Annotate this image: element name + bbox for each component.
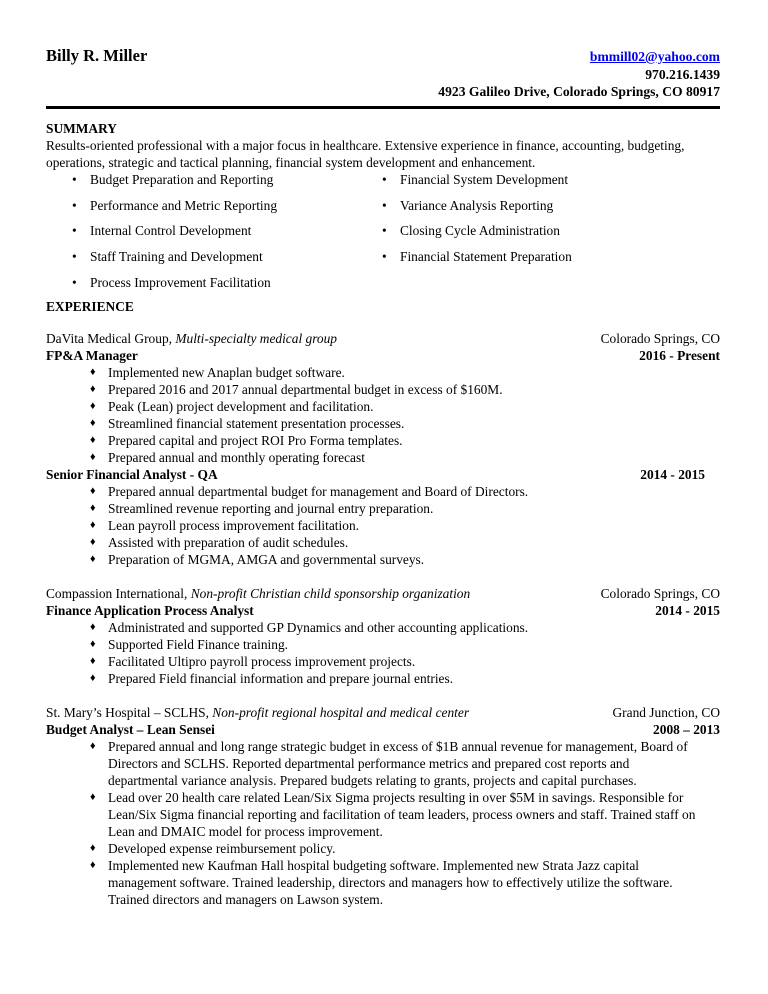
skill-item: [46, 274, 356, 300]
diamond-bullet-icon: ♦: [90, 536, 96, 549]
diamond-bullet-icon: ♦: [90, 366, 96, 379]
employer-name: St. Mary’s Hospital – SCLHS,: [46, 705, 209, 721]
employer-row: [46, 704, 720, 721]
achievement-item: [46, 857, 720, 908]
achievement-item: [46, 517, 720, 534]
summary-heading: SUMMARY: [46, 121, 117, 136]
achievement-text: Directors and SCLHS. Reported departmental performance metrics and prepared cost reports and: [108, 756, 630, 772]
role-title: Finance Application Process Analyst: [46, 603, 254, 619]
employer-name: DaVita Medical Group,: [46, 331, 172, 347]
achievement-text: Prepared capital and project ROI Pro Forma templates.: [108, 433, 403, 449]
bullet-icon: •: [72, 172, 77, 187]
summary-text: Results-oriented professional with a major focus in healthcare. Extensive experience in finance, accounting, budgeting,: [46, 138, 685, 153]
achievement-item: [46, 653, 720, 670]
achievement-item: [46, 432, 720, 449]
skill-label: Variance Analysis Reporting: [400, 197, 554, 213]
summary-text: operations, strategic and tactical planning, financial system development and enhancement.: [46, 155, 536, 170]
achievement-item: [46, 789, 720, 840]
diamond-bullet-icon: ♦: [90, 383, 96, 396]
achievement-text: Prepared annual and monthly operating forecast: [108, 450, 365, 466]
achievement-text: Peak (Lean) project development and facilitation.: [108, 399, 374, 415]
achievement-text: Implemented new Kaufman Hall hospital budgeting software. Implemented new Strata Jazz capital: [108, 858, 639, 874]
diamond-bullet-icon: ♦: [90, 451, 96, 464]
achievement-item: [46, 483, 720, 500]
experience-list: [46, 315, 720, 908]
achievement-text: Administrated and supported GP Dynamics and other accounting applications.: [108, 620, 529, 636]
skill-label: Internal Control Development: [90, 223, 252, 239]
diamond-bullet-icon: ♦: [90, 842, 96, 855]
achievement-item: [46, 636, 720, 653]
achievement-item: [46, 364, 720, 381]
diamond-bullet-icon: ♦: [90, 502, 96, 515]
header-divider: [46, 106, 720, 109]
job-location: Colorado Springs, CO: [600, 331, 720, 347]
contact-block: [438, 48, 720, 101]
achievement-text: Implemented new Anaplan budget software.: [108, 365, 345, 381]
candidate-name: Billy R. Miller: [46, 46, 148, 65]
achievement-text: Prepared annual departmental budget for management and Board of Directors.: [108, 484, 529, 500]
bullet-icon: •: [72, 274, 77, 290]
email-link[interactable]: bmmill02@yahoo.com: [589, 49, 720, 64]
employer: [46, 585, 470, 602]
skill-item: [356, 248, 666, 274]
achievement-text: Supported Field Finance training.: [108, 637, 289, 653]
achievement-text: management software. Trained leadership, directors and managers how to effectively utilize the software.: [108, 875, 673, 891]
spacer: [46, 687, 720, 704]
diamond-bullet-icon: ♦: [90, 740, 96, 753]
job-location: Colorado Springs, CO: [600, 586, 720, 602]
employer-description: Multi-specialty medical group: [175, 331, 338, 347]
role-title: Budget Analyst – Lean Sensei: [46, 722, 215, 738]
achievement-text: Lead over 20 health care related Lean/Six Sigma projects resulting in over $5M in savings. Responsible for: [108, 790, 684, 806]
achievement-item: [46, 670, 720, 687]
achievement-text: Assisted with preparation of audit schedules.: [108, 535, 349, 551]
achievement-item: [46, 738, 720, 789]
skill-item: [46, 197, 356, 223]
diamond-bullet-icon: ♦: [90, 655, 96, 668]
bullet-icon: •: [382, 197, 387, 213]
achievement-text: Lean and DMAIC model for process improvement.: [108, 824, 383, 840]
bullet-icon: •: [72, 223, 77, 239]
achievement-item: [46, 619, 720, 636]
achievement-text: Lean payroll process improvement facilitation.: [108, 518, 359, 534]
role-dates: 2008 – 2013: [653, 722, 720, 738]
role-row: [46, 347, 720, 364]
spacer: [46, 315, 720, 330]
achievement-item: [46, 415, 720, 432]
achievement-text: Prepared 2016 and 2017 annual departmental budget in excess of $160M.: [108, 382, 503, 398]
bullet-icon: •: [382, 223, 387, 239]
diamond-bullet-icon: ♦: [90, 791, 96, 804]
skill-item: [46, 248, 356, 274]
role-row: [46, 721, 720, 738]
employer: [46, 330, 337, 347]
employer: [46, 704, 469, 721]
role-dates: 2016 - Present: [639, 348, 720, 364]
role-row: [46, 602, 720, 619]
skill-item: [356, 171, 666, 197]
diamond-bullet-icon: ♦: [90, 417, 96, 430]
achievement-item: [46, 534, 720, 551]
employer-row: [46, 330, 720, 347]
achievement-item: [46, 840, 720, 857]
achievement-item: [46, 381, 720, 398]
role-dates: 2014 - 2015: [655, 603, 720, 619]
achievement-item: [46, 551, 720, 568]
role-row: [46, 466, 720, 483]
diamond-bullet-icon: ♦: [90, 621, 96, 634]
skill-label: Financial Statement Preparation: [400, 249, 572, 265]
achievement-text: Preparation of MGMA, AMGA and governmental surveys.: [108, 552, 425, 568]
role-title: FP&A Manager: [46, 348, 138, 364]
achievement-text: Streamlined revenue reporting and journal entry preparation.: [108, 501, 434, 517]
bullet-icon: •: [72, 197, 77, 213]
diamond-bullet-icon: ♦: [90, 434, 96, 447]
diamond-bullet-icon: ♦: [90, 553, 96, 566]
skill-item: [46, 222, 356, 248]
bullet-icon: •: [382, 172, 387, 187]
employer-description: Non-profit regional hospital and medical center: [212, 705, 470, 721]
skill-label: Financial System Development: [400, 172, 569, 187]
skill-item: [46, 171, 356, 197]
experience-heading: EXPERIENCE: [46, 299, 134, 315]
diamond-bullet-icon: ♦: [90, 859, 96, 872]
address: 4923 Galileo Drive, Colorado Springs, CO 80917: [438, 84, 720, 99]
achievement-text: Prepared Field financial information and prepare journal entries.: [108, 671, 454, 687]
skill-label: Process Improvement Facilitation: [90, 274, 271, 290]
achievement-item: [46, 500, 720, 517]
achievement-item: [46, 398, 720, 415]
skill-label: Budget Preparation and Reporting: [90, 172, 274, 187]
diamond-bullet-icon: ♦: [90, 400, 96, 413]
resume-body: [46, 120, 720, 908]
skill-item: [356, 197, 666, 223]
role-dates: 2014 - 2015: [640, 467, 705, 483]
achievement-text: departmental variance analysis. Prepared budgets relating to grants, projects and capital purchases.: [108, 773, 637, 789]
achievement-text: Facilitated Ultipro payroll process improvement projects.: [108, 654, 416, 670]
skill-label: Closing Cycle Administration: [400, 223, 560, 239]
achievement-text: Prepared annual and long range strategic budget in excess of $1B annual revenue for management, Board of: [108, 739, 688, 755]
skill-label: Performance and Metric Reporting: [90, 197, 278, 213]
skill-label: Staff Training and Development: [90, 249, 263, 265]
achievement-text: Lean/Six Sigma financial reporting and facilitation of team leaders, process owners and staff. Trained staff on: [108, 807, 696, 823]
bullet-icon: •: [72, 249, 77, 265]
achievement-item: [46, 449, 720, 466]
bullet-icon: •: [382, 249, 387, 265]
spacer: [46, 568, 720, 585]
skills-list: [46, 171, 720, 299]
role-title: Senior Financial Analyst - QA: [46, 467, 218, 483]
diamond-bullet-icon: ♦: [90, 485, 96, 498]
skill-item: [356, 222, 666, 248]
achievement-text: Trained directors and managers on Lawson system.: [108, 892, 384, 908]
phone: 970.216.1439: [645, 66, 720, 82]
job-location: Grand Junction, CO: [612, 705, 720, 721]
employer-row: [46, 585, 720, 602]
achievement-text: Streamlined financial statement presentation processes.: [108, 416, 405, 432]
diamond-bullet-icon: ♦: [90, 638, 96, 651]
employer-description: Non-profit Christian child sponsorship organization: [190, 586, 471, 602]
diamond-bullet-icon: ♦: [90, 672, 96, 685]
employer-name: Compassion International,: [46, 586, 188, 602]
achievement-text: Developed expense reimbursement policy.: [108, 841, 336, 857]
diamond-bullet-icon: ♦: [90, 519, 96, 532]
